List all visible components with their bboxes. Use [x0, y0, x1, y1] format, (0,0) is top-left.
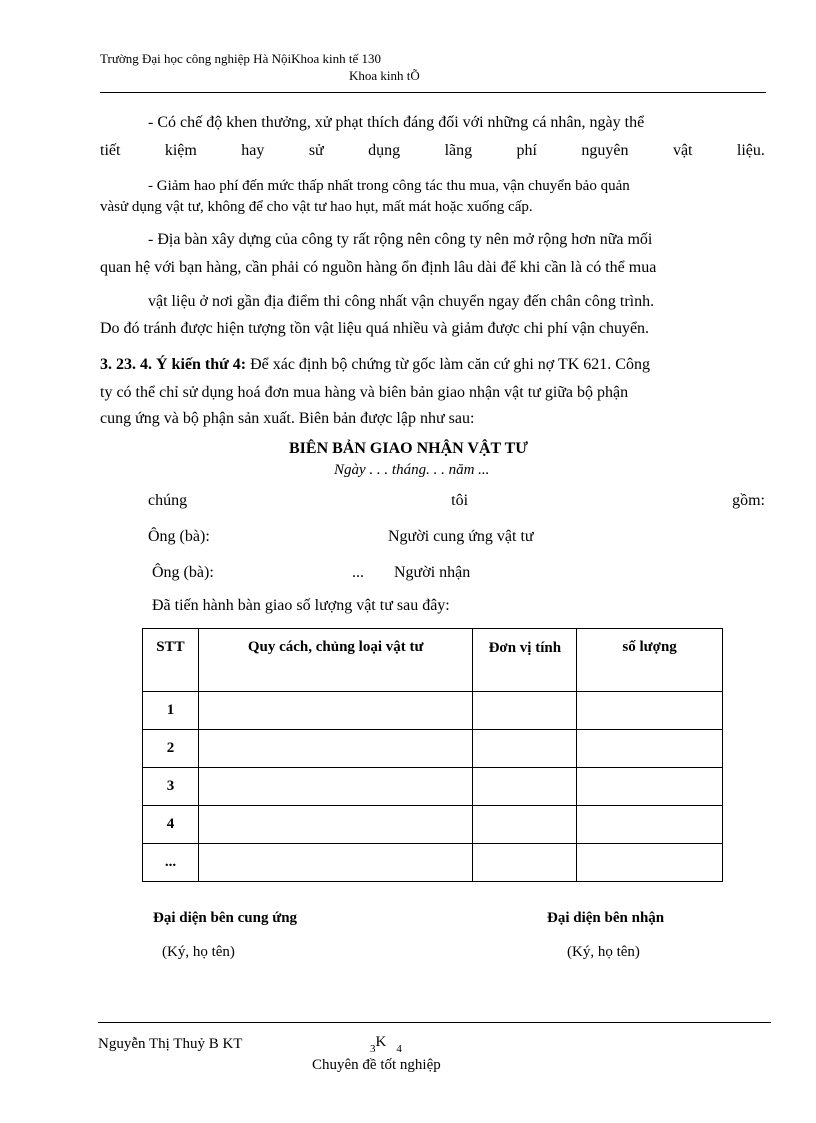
section-heading: 3. 23. 4. Ý kiến thứ 4:	[100, 356, 247, 373]
cell-empty	[577, 844, 723, 882]
header-faculty: Khoa kinh tÕ	[349, 68, 420, 83]
cell-empty	[473, 844, 577, 882]
form-date: Ngày . . . tháng. . . năm ...	[334, 462, 490, 478]
word: lãng	[444, 142, 473, 159]
header-rule	[100, 92, 766, 93]
section-line3: cung ứng và bộ phận sản xuất. Biên bản được lập như sau:	[100, 410, 475, 427]
col-spec: Quy cách, chủng loại vật tư	[198, 629, 472, 692]
section-line2: ty có thể chỉ sử dụng hoá đơn mua hàng và biên bản giao nhận vật tư giữa bộ phận	[100, 384, 629, 401]
p4-line1: vật liệu ở nơi gần địa điểm thi công nhất vận chuyển ngay đến chân công trình.	[148, 293, 655, 310]
signature-left-sub: (Ký, họ tên)	[162, 944, 235, 960]
word: dụng	[368, 142, 401, 159]
cell-empty	[577, 768, 723, 806]
cell-empty	[577, 730, 723, 768]
table-row	[143, 692, 723, 730]
form-title: BIÊN BẢN GIAO NHẬN VẬT TƯ	[289, 440, 529, 457]
table-row	[143, 844, 723, 882]
p2-line2: vàsử dụng vật tư, không để cho vật tư hao hụt, mất mát hoặc xuống cấp.	[100, 199, 533, 215]
table-header-row	[143, 629, 723, 692]
row-number: ...	[143, 844, 199, 882]
footer-rule	[98, 1022, 771, 1023]
word: tôi	[451, 492, 469, 509]
word: liệu.	[736, 142, 765, 159]
word: gồm:	[732, 492, 765, 509]
cell-empty	[198, 844, 472, 882]
table-row	[143, 768, 723, 806]
word: sử	[308, 142, 324, 159]
materials-table	[142, 628, 723, 882]
p3-line1: - Địa bàn xây dựng của công ty rất rộng nên công ty nên mở rộng hơn nữa mối	[148, 231, 653, 248]
word: nguyên	[581, 142, 629, 159]
word: tiết	[100, 142, 121, 159]
table-row	[143, 806, 723, 844]
row-number: 1	[143, 692, 199, 730]
signature-right-sub: (Ký, họ tên)	[567, 944, 640, 960]
col-qty: số lượng	[577, 629, 723, 692]
row-number: 2	[143, 730, 199, 768]
p2-line1: - Giảm hao phí đến mức thấp nhất trong công tác thu mua, vận chuyển bảo quản	[148, 178, 630, 194]
supplier-label: Ông (bà):	[148, 528, 210, 545]
footer-class-sub2: 4	[396, 1043, 402, 1055]
cell-empty	[198, 730, 472, 768]
receiver-label: Ông (bà):	[152, 564, 214, 581]
word: chúng	[148, 492, 188, 509]
cell-empty	[473, 806, 577, 844]
we-line	[148, 492, 765, 510]
footer-subtitle: Chuyên đề tốt nghiệp	[312, 1057, 441, 1073]
footer-class-sub: 3	[370, 1043, 376, 1055]
cell-empty	[473, 730, 577, 768]
row-number: 3	[143, 768, 199, 806]
handover-line: Đã tiến hành bàn giao số lượng vật tư sau đây:	[152, 597, 450, 614]
section-text: Để xác định bộ chứng từ gốc làm căn cứ ghi nợ TK 621. Công	[246, 356, 650, 373]
supplier-role: Người cung ứng vật tư	[388, 528, 534, 545]
cell-empty	[577, 692, 723, 730]
signature-left-title: Đại diện bên cung ứng	[153, 910, 298, 926]
p1-line1: - Có chế độ khen thưởng, xử phạt thích đáng đối với những cá nhân, ngày thể	[148, 114, 645, 131]
footer-author: Nguyễn Thị Thuỷ B KT	[98, 1036, 243, 1052]
word: hay	[241, 142, 265, 159]
word: vật	[672, 142, 693, 159]
cell-empty	[198, 692, 472, 730]
p4-line2: Do đó tránh được hiện tượng tồn vật liệu quá nhiều và giảm được chi phí vận chuyển.	[100, 320, 650, 337]
word: kiệm	[164, 142, 197, 159]
p3-line2: quan hệ với bạn hàng, cần phải có nguồn hàng ổn định lâu dài để khi cần là có thể mua	[100, 259, 657, 276]
signature-right-title: Đại diện bên nhận	[547, 910, 665, 926]
section-line1	[100, 356, 650, 374]
cell-empty	[198, 806, 472, 844]
p1-line2	[100, 142, 765, 160]
header-school: Trường Đại học công nghiệp Hà NộiKhoa kinh tế 130	[100, 51, 381, 66]
cell-empty	[198, 768, 472, 806]
footer-class	[370, 1034, 402, 1055]
receiver-dots: ...	[352, 564, 364, 581]
receiver-role: Người nhận	[394, 564, 471, 581]
col-unit: Đơn vị tính	[473, 629, 577, 692]
cell-empty	[473, 768, 577, 806]
col-stt: STT	[143, 629, 199, 692]
table-row	[143, 730, 723, 768]
cell-empty	[577, 806, 723, 844]
row-number: 4	[143, 806, 199, 844]
word: phí	[516, 142, 537, 159]
cell-empty	[473, 692, 577, 730]
footer-class-main: K	[375, 1034, 387, 1050]
